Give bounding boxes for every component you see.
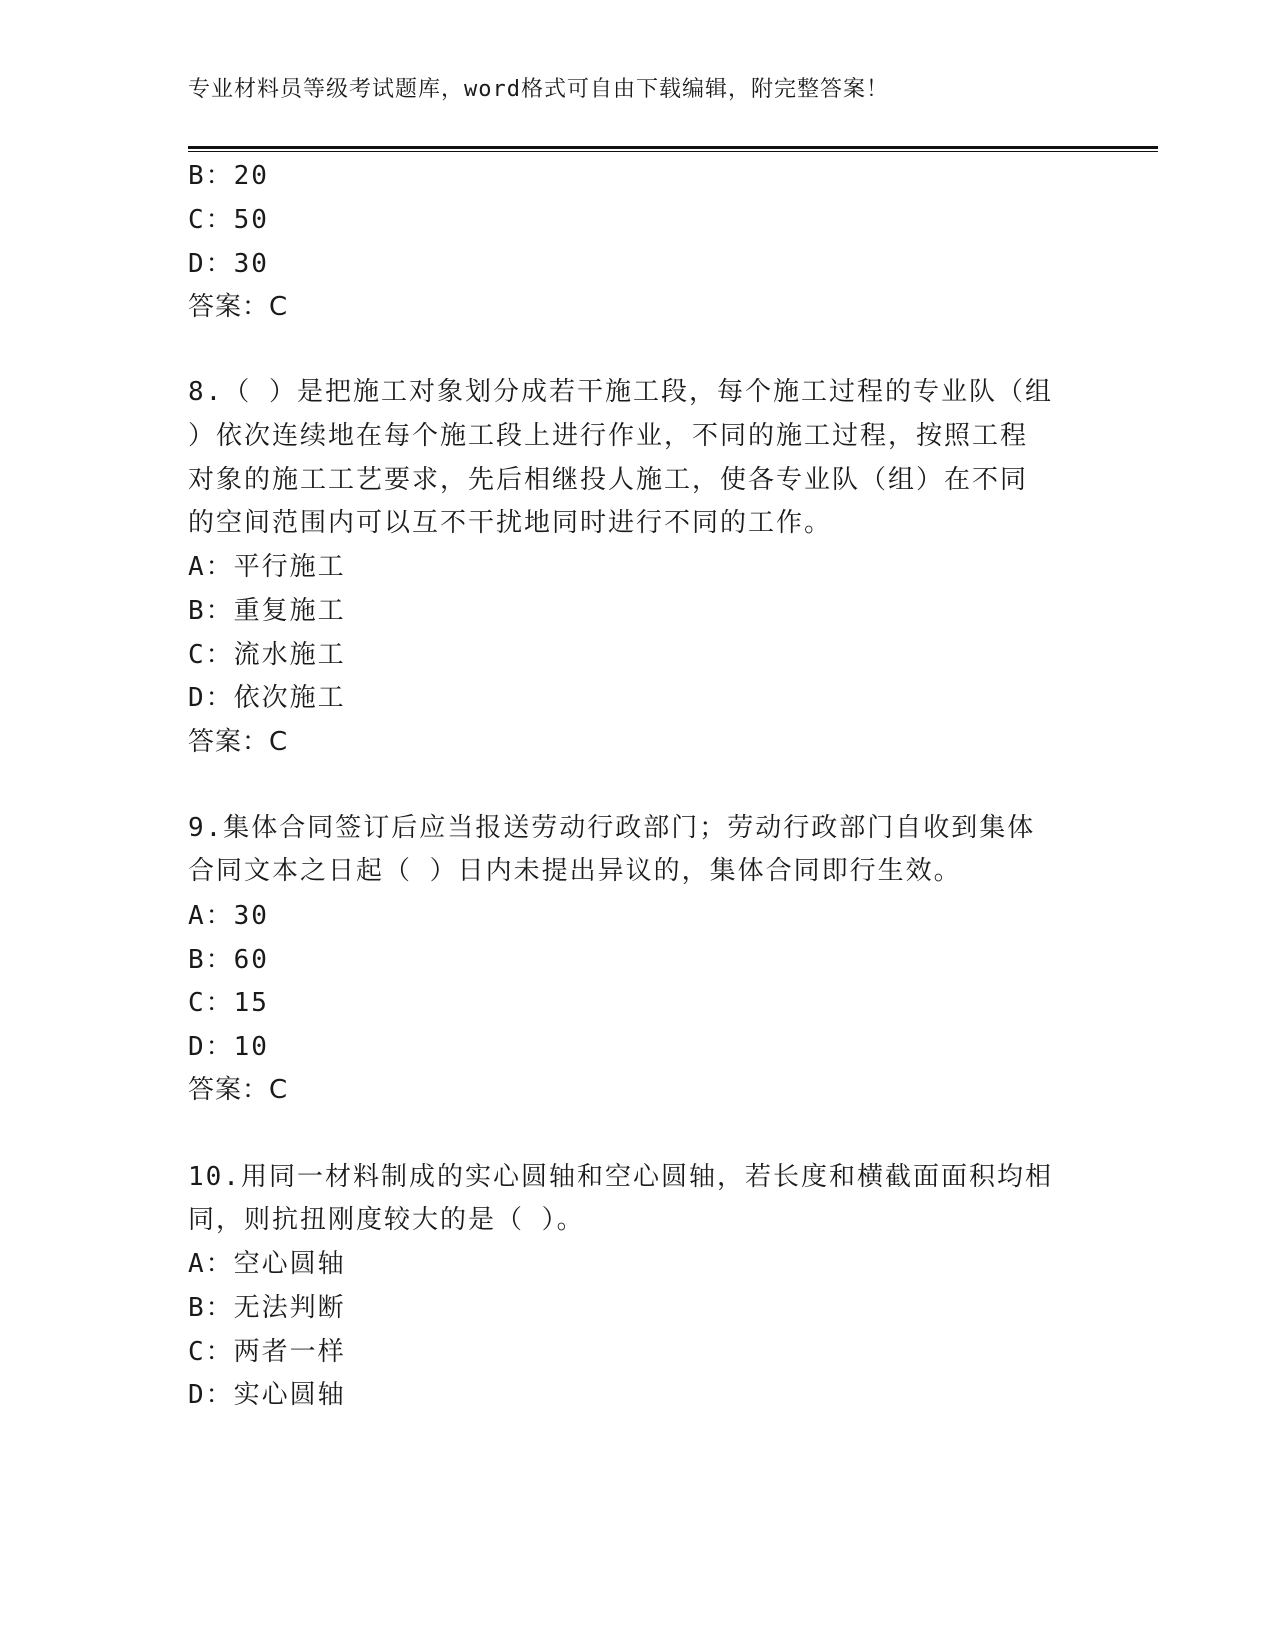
option-b: B：20 <box>188 161 269 191</box>
option-d: D：30 <box>188 249 269 279</box>
option-a: A：30 <box>188 901 269 931</box>
question-stem-line: 合同文本之日起（ ）日内未提出异议的，集体合同即行生效。 <box>188 856 962 886</box>
option-a: A：空心圆轴 <box>188 1249 346 1279</box>
page-header: 专业材料员等级考试题库，word格式可自由下载编辑，附完整答案！ <box>188 77 889 102</box>
answer-line: 答案：C <box>188 1075 289 1105</box>
option-a: A：平行施工 <box>188 552 346 582</box>
option-c: C：50 <box>188 205 269 235</box>
question-stem-line: 10.用同一材料制成的实心圆轴和空心圆轴，若长度和横截面面积均相 <box>188 1162 1053 1192</box>
question-stem-line: 9.集体合同签订后应当报送劳动行政部门；劳动行政部门自收到集体 <box>188 813 1036 843</box>
option-b: B：60 <box>188 945 269 975</box>
header-divider <box>188 146 1158 152</box>
question-stem-line: 同，则抗扭刚度较大的是（ ）。 <box>188 1205 585 1235</box>
option-c: C：流水施工 <box>188 640 346 670</box>
answer-line: 答案：C <box>188 727 289 757</box>
option-d: D：依次施工 <box>188 683 346 713</box>
option-c: C：15 <box>188 988 269 1018</box>
option-d: D：10 <box>188 1032 269 1062</box>
answer-line: 答案：C <box>188 292 289 322</box>
option-c: C：两者一样 <box>188 1337 346 1367</box>
question-stem-line: 的空间范围内可以互不干扰地同时进行不同的工作。 <box>188 508 833 538</box>
question-stem-line: 8.（ ）是把施工对象划分成若干施工段，每个施工过程的专业队（组 <box>188 377 1053 407</box>
option-d: D：实心圆轴 <box>188 1380 346 1410</box>
question-stem-line: ）依次连续地在每个施工段上进行作业，不同的施工过程，按照工程 <box>188 421 1029 451</box>
option-b: B：无法判断 <box>188 1293 346 1323</box>
question-stem-line: 对象的施工工艺要求，先后相继投人施工，使各专业队（组）在不同 <box>188 465 1029 495</box>
option-b: B：重复施工 <box>188 596 346 626</box>
